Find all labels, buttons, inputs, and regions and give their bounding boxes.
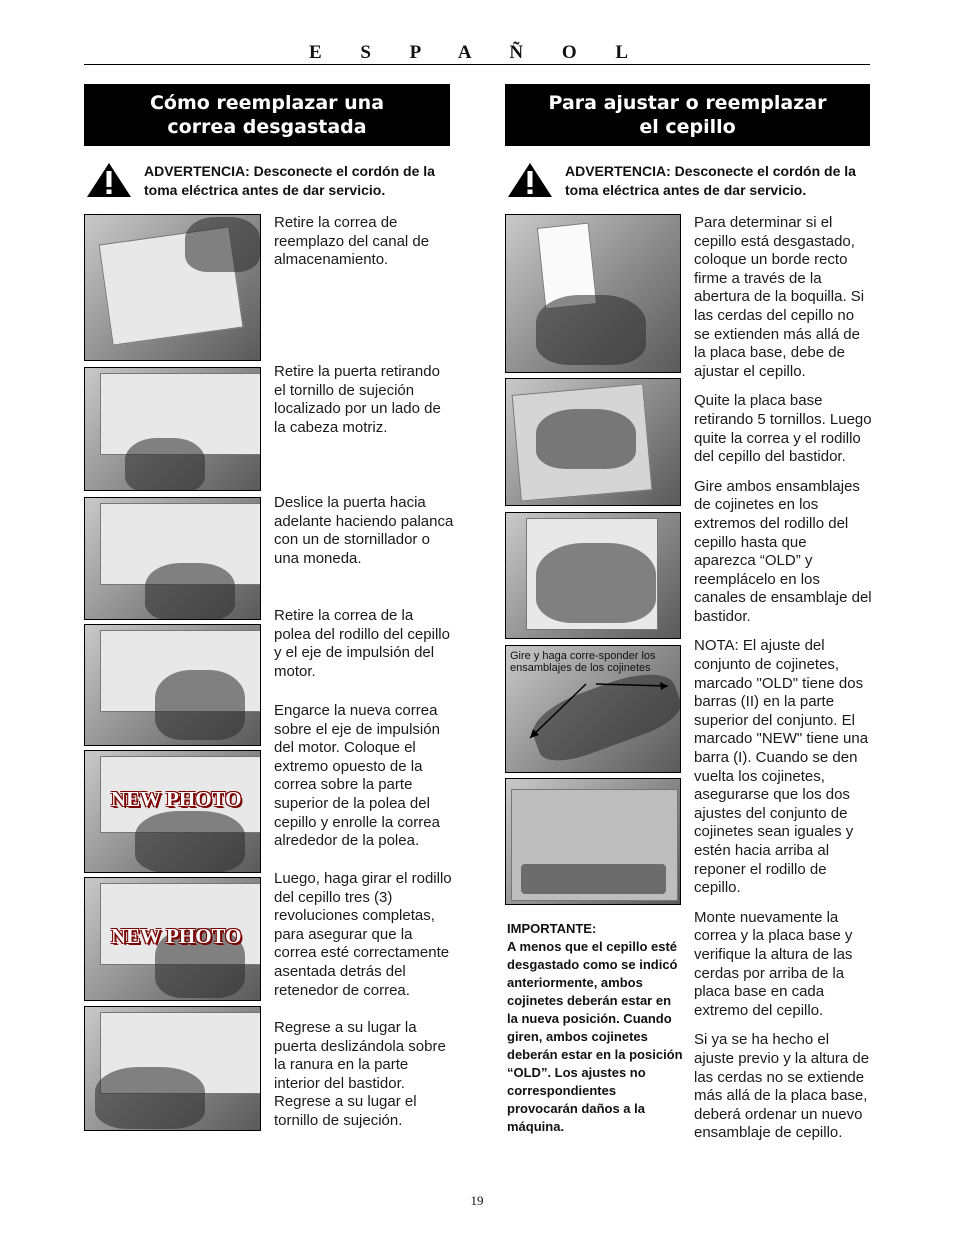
left-photo-6 — [84, 877, 261, 1001]
left-photo-7 — [84, 1006, 261, 1131]
right-warning — [507, 162, 870, 200]
left-section-title: Cómo reemplazar una correa desgastada — [84, 84, 450, 146]
caption-arrows — [506, 646, 681, 773]
new-photo-stamp: NEW PHOTO — [111, 787, 242, 811]
left-photo-4 — [84, 624, 261, 746]
left-step-6: Luego, haga girar el rodillo del cepillo tres (3) revoluciones completas, para asegurar que la correa esté correctamente asentada detrás del retenedor de correa. — [274, 870, 452, 999]
new-photo-stamp: NEW PHOTO — [111, 924, 242, 948]
right-photo-3 — [505, 512, 681, 639]
important-label: IMPORTANTE: — [507, 921, 597, 936]
left-photo-5 — [84, 750, 261, 873]
right-photo-5 — [505, 778, 681, 905]
warning-icon — [507, 162, 553, 198]
right-paragraph-1: Para determinar si el cepillo está desgastado, coloque un borde recto firme a través de la abertura de la boquilla. Si las cerdas del cepillo no se extienden más allá de la placa base, debe de ajustar el cepillo. — [694, 214, 865, 380]
right-paragraph-3: Gire ambos ensamblajes de cojinetes en los extremos del rodillo del cepillo hasta que aparezca “OLD” y reemplácelo en los canales de ensamblaje del bastidor. — [694, 477, 872, 625]
left-warning — [86, 162, 450, 200]
left-step-7: Regrese a su lugar la puerta deslizándola sobre la ranura en la parte interior del bastidor. Regrese a su lugar el tornillo de sujeción. — [274, 1019, 446, 1129]
photo-caption: Gire y haga corre-sponder los ensamblajes de los cojinetes — [510, 650, 656, 674]
right-photo-1 — [505, 214, 681, 373]
page-number: 19 — [470, 1193, 484, 1208]
header-rule — [84, 64, 870, 65]
right-paragraph-5: Monte nuevamente la correa y la placa base y verifique la altura de las cerdas por arriba de la placa base en cada extremo del cepillo. — [694, 908, 853, 1019]
right-paragraph-4: NOTA: El ajuste del conjunto de cojinetes, marcado "OLD" tiene dos barras (II) en la parte superior del conjunto. El marcado "NEW" tiene una barra (I). Cuando se den vuelta los cojinetes, asegurarse que los dos ajustes del conjunto de cojinetes sean iguales y estén hacia arriba al reponer el rodillo de cepillo. — [694, 637, 869, 897]
important-note — [507, 920, 683, 1136]
right-paragraph-6: Si ya se ha hecho el ajuste previo y la altura de las cerdas no se extiende más allá de la placa base, deberá ordenar un nuevo ensamblaje de cepillo. — [694, 1031, 870, 1142]
right-photo-2 — [505, 378, 681, 506]
left-step-1: Retire la correa de reemplazo del canal de almacenamiento. — [274, 214, 430, 269]
left-step-5: Engarce la nueva correa sobre el eje de impulsión del motor. Coloque el extremo opuesto de la correa sobre la parte superior de la polea del cepillo y enrolle la correa alrededor de la polea. — [274, 702, 440, 850]
warning-icon — [86, 162, 132, 198]
language-heading: E S P A Ñ O L — [308, 42, 646, 63]
left-step-3: Deslice la puerta hacia adelante haciendo palanca con un de stornillador o una moneda. — [274, 494, 454, 567]
left-photo-1 — [84, 214, 261, 361]
right-warning-text: ADVERTENCIA: Desconecte el cordón de la toma eléctrica antes de dar servicio. — [565, 163, 856, 198]
left-warning-text: ADVERTENCIA: Desconecte el cordón de la toma eléctrica antes de dar servicio. — [144, 163, 435, 198]
left-step-4: Retire la correa de la polea del rodillo del cepillo y el eje de impulsión del motor. — [274, 607, 450, 680]
left-photo-2 — [84, 367, 261, 491]
right-photo-4 — [505, 645, 681, 773]
important-text: A menos que el cepillo esté desgastado como se indicó anteriormente, ambos cojinetes deberán estar en la nueva posición. Cuando giren, ambos cojinetes deberán estar en la posición “OLD”. Los ajustes no correspondientes provocarán daños a la máquina. — [507, 939, 683, 1134]
right-section-title: Para ajustar o reemplazar el cepillo — [505, 84, 870, 146]
left-photo-3 — [84, 497, 261, 620]
right-paragraph-2: Quite la placa base retirando 5 tornillos. Luego quite la correa y el rodillo del cepillo del bastidor. — [694, 392, 872, 466]
left-step-2: Retire la puerta retirando el tornillo de sujeción localizado por un lado de la cabeza motriz. — [274, 363, 441, 436]
right-text — [694, 214, 872, 1143]
